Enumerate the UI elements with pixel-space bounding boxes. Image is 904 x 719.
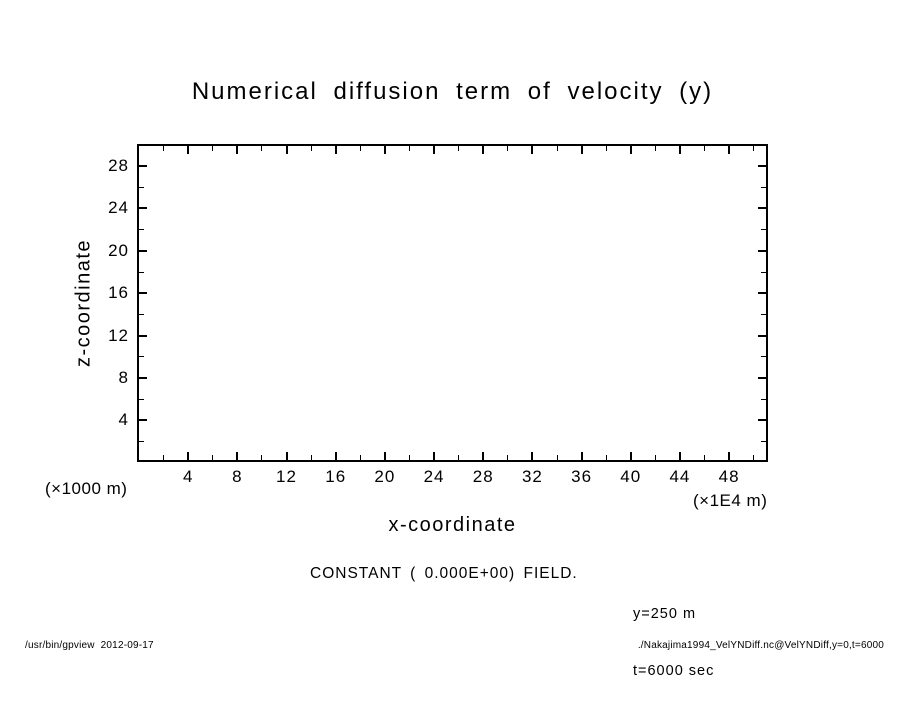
y-axis-title: z-coordinate xyxy=(72,238,95,368)
y-tick xyxy=(139,399,144,400)
x-tick xyxy=(236,146,238,154)
x-tick xyxy=(630,452,632,460)
x-tick xyxy=(679,452,681,460)
x-tick xyxy=(286,146,288,154)
constant-field-note: CONSTANT ( 0.000E+00) FIELD. xyxy=(310,565,578,582)
x-tick-label: 48 xyxy=(718,467,740,486)
x-tick xyxy=(458,146,459,151)
x-tick xyxy=(384,146,386,154)
y-tick xyxy=(761,272,766,273)
x-tick-label: 32 xyxy=(521,467,543,486)
x-tick xyxy=(557,146,558,151)
x-tick xyxy=(630,146,632,154)
x-tick xyxy=(655,146,656,151)
y-tick xyxy=(761,229,766,230)
y-tick-label: 12 xyxy=(108,325,129,345)
x-tick xyxy=(482,452,484,460)
x-tick xyxy=(531,452,533,460)
y-tick-label: 16 xyxy=(108,283,129,303)
x-tick xyxy=(236,452,238,460)
y-axis-unit-label: (×1000 m) xyxy=(45,479,128,498)
plot-frame xyxy=(108,144,768,486)
x-tick xyxy=(384,452,386,460)
y-tick xyxy=(139,377,147,379)
x-tick xyxy=(311,146,312,151)
y-tick xyxy=(761,187,766,188)
x-tick-label: 40 xyxy=(620,467,642,486)
y-tick xyxy=(139,207,147,209)
y-tick xyxy=(139,272,144,273)
y-tick xyxy=(139,292,147,294)
footer-source-file: ./Nakajima1994_VelYNDiff.nc@VelYNDiff,y=0,t=6000 xyxy=(637,640,884,651)
y-tick xyxy=(139,250,147,252)
x-tick xyxy=(286,452,288,460)
x-tick xyxy=(433,452,435,460)
y-tick xyxy=(761,356,766,357)
y-tick xyxy=(139,335,147,337)
x-tick xyxy=(409,455,410,460)
x-tick xyxy=(606,455,607,460)
x-tick xyxy=(335,146,337,154)
x-tick xyxy=(704,146,705,151)
x-tick-label: 44 xyxy=(669,467,691,486)
y-tick xyxy=(761,314,766,315)
y-tick-label: 4 xyxy=(118,410,129,430)
y-tick-label: 24 xyxy=(108,198,129,218)
x-tick-label: 36 xyxy=(571,467,593,486)
x-tick xyxy=(557,455,558,460)
y-tick xyxy=(758,335,766,337)
x-tick xyxy=(212,146,213,151)
x-tick xyxy=(753,146,754,151)
footer-command-line: /usr/bin/gpview 2012-09-17 xyxy=(25,640,154,651)
x-tick xyxy=(531,146,533,154)
plot-title: Numerical diffusion term of velocity (y) xyxy=(191,78,714,105)
x-tick-label: 12 xyxy=(276,467,297,486)
x-tick xyxy=(212,455,213,460)
y-tick xyxy=(139,441,144,442)
y-tick xyxy=(139,419,147,421)
slice-y-value: y=250 m xyxy=(633,606,697,622)
x-tick xyxy=(335,452,337,460)
y-tick xyxy=(758,292,766,294)
x-tick xyxy=(409,146,410,151)
x-tick xyxy=(507,455,508,460)
y-tick xyxy=(758,165,766,167)
x-tick xyxy=(360,146,361,151)
x-tick xyxy=(704,455,705,460)
y-tick-label: 20 xyxy=(108,240,129,260)
x-tick-label: 4 xyxy=(182,467,194,486)
x-tick xyxy=(458,455,459,460)
x-tick xyxy=(728,146,730,154)
x-tick xyxy=(728,452,730,460)
x-tick xyxy=(679,146,681,154)
x-tick xyxy=(507,146,508,151)
y-tick xyxy=(758,207,766,209)
x-tick xyxy=(187,146,189,154)
slice-t-value: t=6000 sec xyxy=(633,663,715,679)
x-tick-label: 20 xyxy=(374,467,396,486)
x-tick xyxy=(581,146,583,154)
y-tick xyxy=(758,377,766,379)
x-tick-label: 28 xyxy=(472,467,494,486)
x-tick xyxy=(261,146,262,151)
x-tick xyxy=(261,455,262,460)
y-tick xyxy=(139,229,144,230)
x-axis-title: x-coordinate xyxy=(388,514,517,536)
x-tick xyxy=(163,455,164,460)
x-tick xyxy=(753,455,754,460)
x-tick xyxy=(360,455,361,460)
y-tick xyxy=(758,250,766,252)
y-tick xyxy=(139,187,144,188)
y-tick xyxy=(139,356,144,357)
y-tick xyxy=(761,441,766,442)
y-tick-label: 28 xyxy=(108,156,129,176)
x-axis-unit-label: (×1E4 m) xyxy=(693,491,768,510)
x-tick-label: 8 xyxy=(232,467,243,486)
x-tick xyxy=(311,455,312,460)
x-tick xyxy=(655,455,656,460)
y-tick xyxy=(139,165,147,167)
x-tick-label: 24 xyxy=(423,467,445,486)
x-tick xyxy=(581,452,583,460)
x-tick xyxy=(606,146,607,151)
y-tick-label: 8 xyxy=(118,367,129,387)
x-tick xyxy=(482,146,484,154)
y-tick xyxy=(761,399,766,400)
x-tick xyxy=(163,146,164,151)
x-tick-label: 16 xyxy=(325,467,347,486)
y-tick xyxy=(139,314,144,315)
x-tick xyxy=(187,452,189,460)
y-tick xyxy=(758,419,766,421)
x-tick xyxy=(433,146,435,154)
